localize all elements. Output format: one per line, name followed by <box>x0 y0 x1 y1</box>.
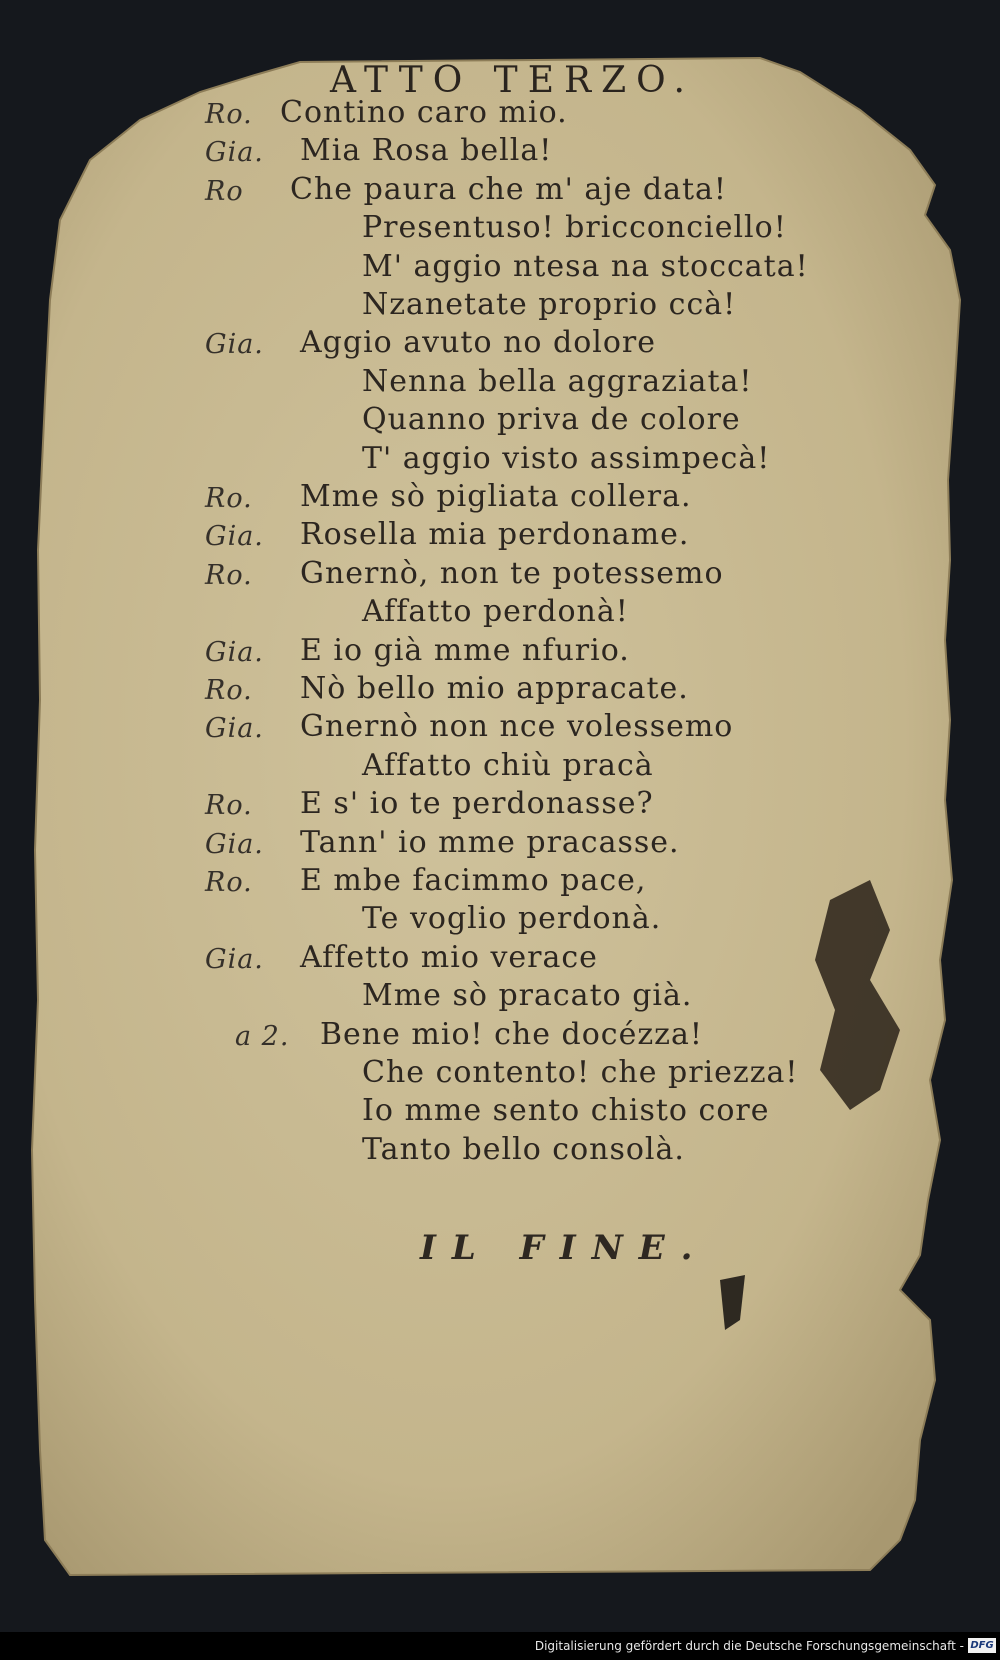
verse-text: Te voglio perdonà. <box>362 901 662 937</box>
speaker-label: a 2. <box>235 1020 290 1052</box>
speaker-label: Ro. <box>205 559 253 591</box>
verse-text: T' aggio visto assimpecà! <box>362 440 771 476</box>
verse-text: Io mme sento chisto core <box>362 1093 770 1129</box>
verse-text: E mbe facimmo pace, <box>300 863 647 898</box>
verse-text: Rosella mia perdoname. <box>300 517 690 553</box>
verse-text: Bene mio! che docézza! <box>320 1016 703 1052</box>
speaker-label: Ro. <box>205 790 253 822</box>
speaker-label: Gia. <box>205 329 264 361</box>
verse-text: Tann' io mme pracasse. <box>300 824 680 860</box>
verse-text: Nò bello mio appracate. <box>300 671 689 706</box>
verse-text: Tanto bello consolà. <box>362 1131 685 1167</box>
verse-text: Aggio avuto no dolore <box>300 325 657 361</box>
verse-text: Mme sò pigliata collera. <box>300 479 692 514</box>
verse-text: Affatto chiù pracà <box>362 747 654 783</box>
verse-text: Che paura che m' aje data! <box>290 171 727 207</box>
speaker-label: Gia. <box>205 828 264 860</box>
verse-text: E s' io te perdonasse? <box>300 786 654 822</box>
speaker-label: Gia. <box>205 943 264 975</box>
verse-text: Affatto perdonà! <box>362 594 629 630</box>
verse-text: Quanno priva de colore <box>362 402 741 438</box>
verse-text: Mia Rosa bella! <box>300 133 553 169</box>
verse-text: Che contento! che priezza! <box>362 1055 799 1090</box>
verse-text: Presentuso! bricconciello! <box>362 210 787 246</box>
verse-text: M' aggio ntesa na stoccata! <box>362 248 809 284</box>
verse-text: Affetto mio verace <box>300 939 598 975</box>
verse-text: E io già mme nfurio. <box>300 632 630 668</box>
dfg-logo: DFG <box>968 1638 996 1653</box>
act-heading: ATTO TERZO. <box>330 60 695 101</box>
verse-text: Gnernò non nce volessemo <box>300 709 734 745</box>
verse-text: Gnernò, non te potessemo <box>300 555 724 591</box>
verse-text: Nzanetate proprio ccà! <box>362 287 737 322</box>
speaker-label: Ro <box>205 175 244 207</box>
speaker-label: Gia. <box>205 636 264 668</box>
speaker-label: Ro. <box>205 675 253 706</box>
speaker-label: Gia. <box>205 713 264 745</box>
speaker-label: Ro. <box>205 867 253 898</box>
verse-text: Nenna bella aggraziata! <box>362 363 753 399</box>
ending-text: IL FINE. <box>420 1228 709 1268</box>
digitization-footer <box>0 1632 1000 1660</box>
verse-text: Mme sò pracato già. <box>362 978 693 1014</box>
speaker-label: Gia. <box>205 137 264 169</box>
speaker-label: Gia. <box>205 521 264 553</box>
speaker-label: Ro. <box>205 99 253 130</box>
speaker-label: Ro. <box>205 483 253 514</box>
verse-text: Contino caro mio. <box>280 95 568 130</box>
footer-credit: Digitalisierung gefördert durch die Deutsche Forschungsgemeinschaft - <box>534 1639 964 1653</box>
